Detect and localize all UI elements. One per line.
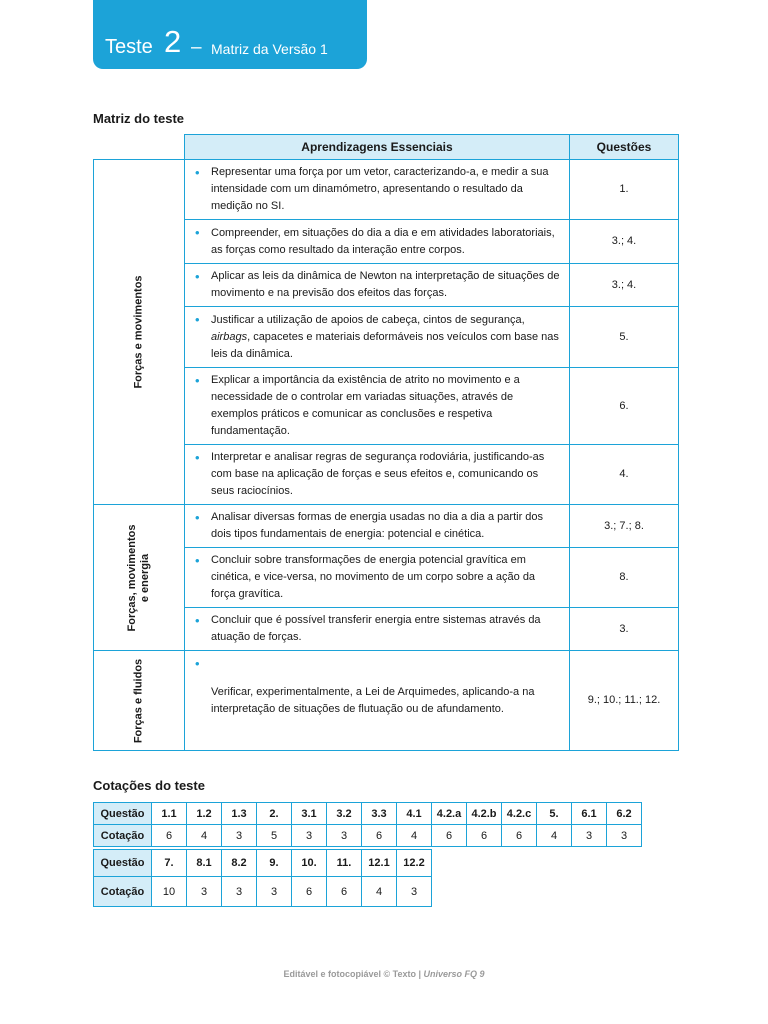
score-value-cell: 3 xyxy=(607,825,642,847)
learning-text: Justificar a utilização de apoios de cabeça, cintos de segurança, xyxy=(211,313,525,326)
matrix-title: Matriz do teste xyxy=(93,111,185,126)
score-value-cell: 6 xyxy=(502,825,537,847)
score-value-cell: 6 xyxy=(152,825,187,847)
bullet-icon: • xyxy=(195,656,200,671)
questions-cell: 3.; 4. xyxy=(570,264,679,307)
domain-label-cell xyxy=(94,160,185,505)
learning-cell xyxy=(185,505,570,548)
learning-text: Concluir que é possível transferir energia entre sistemas através da atuação de forças. xyxy=(211,614,541,643)
questions-cell: 9.; 10.; 11.; 12. xyxy=(570,651,679,751)
bullet-icon: • xyxy=(195,269,200,284)
score-value-cell: 3 xyxy=(327,825,362,847)
score-question-cell: 12.2 xyxy=(397,850,432,877)
score-question-cell: 12.1 xyxy=(362,850,397,877)
questions-cell: 5. xyxy=(570,307,679,368)
learning-text: Aplicar as leis da dinâmica de Newton na interpretação de situações de movimento e na previsão dos efeitos das forças. xyxy=(211,270,560,299)
test-number: 2 xyxy=(164,24,182,59)
score-value-cell: 10 xyxy=(152,877,187,907)
matrix-row xyxy=(94,651,679,751)
learning-cell xyxy=(185,651,570,751)
learning-text: Interpretar e analisar regras de segurança rodoviária, justificando-as com base na aplicação de forças e seus efeitos e, comunicando os seus raciocínios. xyxy=(211,451,545,497)
scores-table-2 xyxy=(93,849,432,907)
score-question-cell: 8.2 xyxy=(222,850,257,877)
learning-text: Compreender, em situações do dia a dia e em atividades laboratoriais, as forças como resultado da interação entre corpos. xyxy=(211,226,555,256)
score-question-cell: 4.1 xyxy=(397,803,432,825)
domain-label-line: Forças, movimentos xyxy=(126,524,138,631)
bullet-icon: • xyxy=(195,225,200,240)
matrix-table xyxy=(93,134,679,751)
bullet-icon: • xyxy=(195,373,200,388)
score-question-cell: 1.2 xyxy=(187,803,222,825)
score-value-cell: 4 xyxy=(362,877,397,907)
learning-text: , capacetes e materiais deformáveis nos veículos com base nas leis da dinâmica. xyxy=(211,330,559,360)
score-question-cell: 4.2.b xyxy=(467,803,502,825)
score-value-cell: 6 xyxy=(467,825,502,847)
score-row xyxy=(94,877,432,907)
domain-label-cell xyxy=(94,651,185,751)
domain-label-line: e energia xyxy=(139,553,151,602)
score-value-cell: 5 xyxy=(257,825,292,847)
bullet-icon: • xyxy=(195,312,200,327)
score-row-label: Questão xyxy=(94,803,152,825)
scores-table-1 xyxy=(93,802,642,847)
title-dash: – xyxy=(191,37,202,58)
learning-text: Representar uma força por um vetor, caracterizando-a, e medir a sua intensidade com um dinamómetro, apresentando o resultado da medição no SI. xyxy=(211,166,549,212)
score-question-cell: 2. xyxy=(257,803,292,825)
col-questions-header: Questões xyxy=(570,135,679,160)
matrix-corner xyxy=(94,135,185,160)
learning-cell xyxy=(185,160,570,220)
score-value-cell: 4 xyxy=(187,825,222,847)
questions-cell: 3.; 4. xyxy=(570,220,679,264)
bullet-icon: • xyxy=(195,553,200,568)
learning-text: Analisar diversas formas de energia usadas no dia a dia a partir dos dois tipos fundamentais de energia: potencial e cinética. xyxy=(211,511,544,540)
questions-cell: 1. xyxy=(570,160,679,220)
matrix-row xyxy=(94,505,679,548)
footer-book: Universo FQ 9 xyxy=(423,969,485,979)
score-question-cell: 1.1 xyxy=(152,803,187,825)
score-question-cell: 6.1 xyxy=(572,803,607,825)
score-question-cell: 9. xyxy=(257,850,292,877)
domain-label xyxy=(133,658,146,742)
learning-cell xyxy=(185,608,570,651)
learning-text: Explicar a importância da existência de atrito no movimento e a necessidade de o controlar em variadas situações, através de exemplos práticos e comunicar as conclusões e respetiva fundamentação. xyxy=(211,374,520,437)
domain-label-line: Forças e movimentos xyxy=(132,275,145,389)
domain-label-cell xyxy=(94,505,185,651)
learning-text-italic: airbags xyxy=(211,330,248,343)
score-question-cell: 8.1 xyxy=(187,850,222,877)
score-question-cell: 3.3 xyxy=(362,803,397,825)
score-row-label: Cotação xyxy=(94,825,152,847)
score-value-cell: 3 xyxy=(572,825,607,847)
score-question-cell: 11. xyxy=(327,850,362,877)
score-value-cell: 3 xyxy=(397,877,432,907)
questions-cell: 6. xyxy=(570,368,679,445)
footer-separator: | xyxy=(418,969,421,979)
score-value-cell: 6 xyxy=(292,877,327,907)
score-row xyxy=(94,825,642,847)
score-value-cell: 4 xyxy=(397,825,432,847)
score-value-cell: 6 xyxy=(327,877,362,907)
learning-cell xyxy=(185,264,570,307)
learning-cell xyxy=(185,307,570,368)
score-row xyxy=(94,803,642,825)
questions-cell: 3. xyxy=(570,608,679,651)
score-question-cell: 4.2.c xyxy=(502,803,537,825)
score-value-cell: 4 xyxy=(537,825,572,847)
score-value-cell: 3 xyxy=(222,877,257,907)
domain-label xyxy=(126,524,152,631)
learning-cell xyxy=(185,548,570,608)
questions-cell: 8. xyxy=(570,548,679,608)
bullet-icon: • xyxy=(195,510,200,525)
bullet-icon: • xyxy=(195,450,200,465)
score-question-cell: 6.2 xyxy=(607,803,642,825)
col-learning-header: Aprendizagens Essenciais xyxy=(185,135,570,160)
score-row-label: Cotação xyxy=(94,877,152,907)
score-question-cell: 3.1 xyxy=(292,803,327,825)
learning-cell xyxy=(185,445,570,505)
score-question-cell: 4.2.a xyxy=(432,803,467,825)
test-subtitle: Matriz da Versão 1 xyxy=(211,41,328,57)
domain-label xyxy=(133,275,146,388)
learning-cell xyxy=(185,220,570,264)
score-question-cell: 10. xyxy=(292,850,327,877)
footer xyxy=(0,969,768,979)
score-value-cell: 6 xyxy=(362,825,397,847)
matrix-row xyxy=(94,160,679,220)
scores-title: Cotações do teste xyxy=(93,778,205,793)
domain-label-line: Forças e fluidos xyxy=(132,658,145,743)
score-value-cell: 3 xyxy=(292,825,327,847)
score-value-cell: 6 xyxy=(432,825,467,847)
score-question-cell: 3.2 xyxy=(327,803,362,825)
score-value-cell: 3 xyxy=(257,877,292,907)
bullet-icon: • xyxy=(195,165,200,180)
score-value-cell: 3 xyxy=(187,877,222,907)
score-value-cell: 3 xyxy=(222,825,257,847)
score-question-cell: 7. xyxy=(152,850,187,877)
score-row-label: Questão xyxy=(94,850,152,877)
questions-cell: 4. xyxy=(570,445,679,505)
score-row xyxy=(94,850,432,877)
score-question-cell: 5. xyxy=(537,803,572,825)
learning-text: Concluir sobre transformações de energia potencial gravítica em cinética, e vice-versa, no movimento de um corpo sobre a ação da força gravítica. xyxy=(211,554,536,600)
test-prefix: Teste xyxy=(105,36,153,58)
questions-cell: 3.; 7.; 8. xyxy=(570,505,679,548)
learning-cell xyxy=(185,368,570,445)
footer-text: Editável e fotocopiável © Texto xyxy=(283,969,416,979)
bullet-icon: • xyxy=(195,613,200,628)
learning-text: Verificar, experimentalmente, a Lei de Arquimedes, aplicando-a na interpretação de situações de flutuação ou de afundamento. xyxy=(211,685,535,715)
score-question-cell: 1.3 xyxy=(222,803,257,825)
header-tab xyxy=(93,0,367,69)
